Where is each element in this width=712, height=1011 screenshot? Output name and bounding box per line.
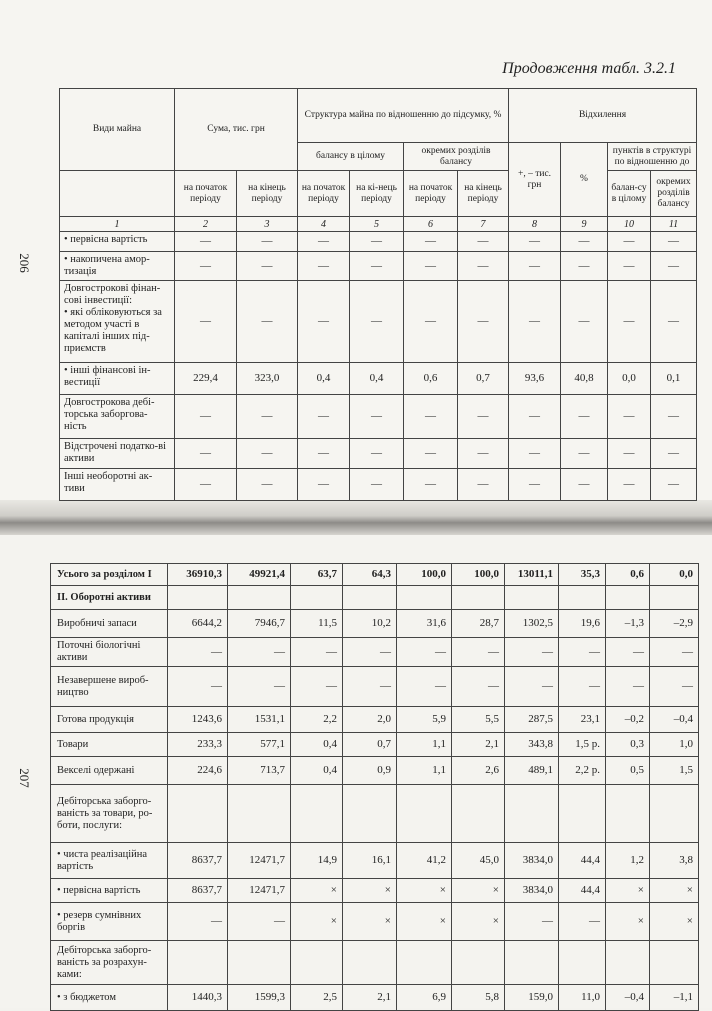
cell-value: 1,2 (606, 843, 650, 879)
cell-value: 2,0 (343, 707, 397, 733)
cell-value: — (561, 232, 608, 252)
cell-value: 44,4 (559, 843, 606, 879)
header-points-sections: окремих розділів балансу (651, 171, 697, 217)
table-row (60, 281, 697, 363)
cell-value: — (651, 252, 697, 281)
cell-value (505, 785, 559, 843)
cell-value: — (175, 232, 237, 252)
row-label: • чиста реалізаційна вартість (51, 843, 168, 879)
table-row (51, 903, 699, 941)
cell-value: 0,4 (291, 757, 343, 785)
cell-value: 44,4 (559, 879, 606, 903)
cell-value: — (228, 638, 291, 667)
row-label: Усього за розділом I (51, 564, 168, 586)
column-number: 9 (561, 217, 608, 232)
row-label: Готова продукція (51, 707, 168, 733)
cell-value: — (298, 281, 350, 363)
cell-value: — (291, 667, 343, 707)
cell-value: 3,8 (650, 843, 699, 879)
cell-value: 1599,3 (228, 985, 291, 1011)
row-label: Дебіторська заборго-ваність за товари, ро-боти, послуги: (51, 785, 168, 843)
cell-value: 0,4 (350, 363, 404, 395)
cell-value (606, 941, 650, 985)
cell-value: 93,6 (509, 363, 561, 395)
cell-value (452, 785, 505, 843)
cell-value: –1,1 (650, 985, 699, 1011)
table-row (51, 638, 699, 667)
cell-value: — (168, 667, 228, 707)
cell-value: 14,9 (291, 843, 343, 879)
row-label: • первісна вартість (51, 879, 168, 903)
cell-value: — (175, 281, 237, 363)
cell-value: 0,9 (343, 757, 397, 785)
cell-value (650, 785, 699, 843)
cell-value: 11,0 (559, 985, 606, 1011)
cell-value: — (298, 252, 350, 281)
cell-value: — (458, 439, 509, 469)
cell-value: — (404, 439, 458, 469)
cell-value: 233,3 (168, 733, 228, 757)
cell-value (168, 785, 228, 843)
cell-value: 0,0 (608, 363, 651, 395)
lower-table (50, 563, 699, 1011)
cell-value: × (291, 879, 343, 903)
cell-value: — (561, 395, 608, 439)
table-row (51, 586, 699, 610)
cell-value: 577,1 (228, 733, 291, 757)
cell-value: — (298, 395, 350, 439)
cell-value: –1,3 (606, 610, 650, 638)
cell-value: — (608, 439, 651, 469)
cell-value (650, 586, 699, 610)
cell-value: 1440,3 (168, 985, 228, 1011)
cell-value: 100,0 (397, 564, 452, 586)
cell-value: — (608, 252, 651, 281)
cell-value: — (404, 395, 458, 439)
cell-value: — (509, 469, 561, 501)
cell-value: 64,3 (343, 564, 397, 586)
cell-value: 2,1 (452, 733, 505, 757)
row-label: II. Оборотні активи (51, 586, 168, 610)
cell-value: 3834,0 (505, 843, 559, 879)
header-start-sections: на початок періоду (404, 171, 458, 217)
cell-value: 2,2 (291, 707, 343, 733)
cell-value: 229,4 (175, 363, 237, 395)
cell-value: — (509, 252, 561, 281)
cell-value: — (175, 439, 237, 469)
cell-value: — (651, 469, 697, 501)
column-number: 7 (458, 217, 509, 232)
upper-table (59, 88, 697, 501)
cell-value: — (350, 439, 404, 469)
header-start: на початок періоду (175, 171, 237, 217)
row-label: Поточні біологічні активи (51, 638, 168, 667)
row-label: • накопичена амор-тизація (60, 252, 175, 281)
cell-value: 0,4 (298, 363, 350, 395)
cell-value: 5,9 (397, 707, 452, 733)
table-row (51, 707, 699, 733)
cell-value: — (291, 638, 343, 667)
cell-value: 0,3 (606, 733, 650, 757)
cell-value (650, 941, 699, 985)
column-number: 8 (509, 217, 561, 232)
cell-value: — (559, 667, 606, 707)
row-label: Довгострокова дебі-торська заборгова-ність (60, 395, 175, 439)
cell-value: × (452, 879, 505, 903)
header-balance-sections: окремих розділів балансу (404, 143, 509, 171)
cell-value: 12471,7 (228, 879, 291, 903)
cell-value: 2,2 р. (559, 757, 606, 785)
cell-value: –0,2 (606, 707, 650, 733)
cell-value: 12471,7 (228, 843, 291, 879)
cell-value: — (237, 395, 298, 439)
cell-value: — (561, 281, 608, 363)
cell-value: — (608, 395, 651, 439)
table-row (60, 232, 697, 252)
cell-value: 41,2 (397, 843, 452, 879)
row-label: • з бюджетом (51, 985, 168, 1011)
cell-value: 1,5 р. (559, 733, 606, 757)
cell-value: 159,0 (505, 985, 559, 1011)
table-row (51, 785, 699, 843)
cell-value: — (458, 469, 509, 501)
cell-value: — (458, 281, 509, 363)
table-row (51, 985, 699, 1011)
cell-value: 13011,1 (505, 564, 559, 586)
header-deviation: Відхилення (509, 89, 697, 143)
cell-value: — (237, 232, 298, 252)
header-pct: % (561, 143, 608, 217)
cell-value: — (458, 252, 509, 281)
cell-value: — (404, 469, 458, 501)
cell-value: 1,0 (650, 733, 699, 757)
cell-value: — (458, 395, 509, 439)
cell-value: — (397, 638, 452, 667)
cell-value: — (651, 281, 697, 363)
cell-value: — (404, 252, 458, 281)
cell-value: — (608, 469, 651, 501)
cell-value: 31,6 (397, 610, 452, 638)
cell-value: — (298, 469, 350, 501)
cell-value: 5,5 (452, 707, 505, 733)
cell-value: 63,7 (291, 564, 343, 586)
cell-value: — (168, 638, 228, 667)
cell-value: 0,5 (606, 757, 650, 785)
cell-value: 1243,6 (168, 707, 228, 733)
cell-value: — (608, 281, 651, 363)
cell-value: 1,1 (397, 757, 452, 785)
cell-value (228, 941, 291, 985)
cell-value: 1,1 (397, 733, 452, 757)
row-label: • первісна вартість (60, 232, 175, 252)
cell-value: — (509, 281, 561, 363)
cell-value: 1531,1 (228, 707, 291, 733)
cell-value (505, 941, 559, 985)
cell-value: 5,8 (452, 985, 505, 1011)
table-caption: Продовження табл. 3.2.1 (502, 60, 676, 77)
cell-value: — (237, 439, 298, 469)
row-label: Дебіторська заборго-ваність за розрахун-ками: (51, 941, 168, 985)
column-number: 2 (175, 217, 237, 232)
cell-value: — (404, 281, 458, 363)
cell-value: — (651, 232, 697, 252)
row-label: • інші фінансові ін-вестиції (60, 363, 175, 395)
table-row (60, 439, 697, 469)
cell-value: 2,6 (452, 757, 505, 785)
cell-value: 0,7 (343, 733, 397, 757)
cell-value: 3834,0 (505, 879, 559, 903)
book-gutter (0, 500, 712, 535)
cell-value: — (237, 252, 298, 281)
cell-value: — (458, 232, 509, 252)
cell-value (343, 785, 397, 843)
cell-value: — (343, 638, 397, 667)
cell-value: — (350, 469, 404, 501)
cell-value: 0,0 (650, 564, 699, 586)
cell-value: 7946,7 (228, 610, 291, 638)
header-sum: Сума, тис. грн (175, 89, 298, 171)
cell-value: — (168, 903, 228, 941)
cell-value (559, 941, 606, 985)
cell-value: –0,4 (606, 985, 650, 1011)
row-label: Векселі одержані (51, 757, 168, 785)
cell-value (291, 586, 343, 610)
column-number: 6 (404, 217, 458, 232)
cell-value: 2,5 (291, 985, 343, 1011)
cell-value: — (298, 439, 350, 469)
table-row (51, 610, 699, 638)
row-label: • резерв сумнівних боргів (51, 903, 168, 941)
table-row (51, 733, 699, 757)
cell-value: × (452, 903, 505, 941)
cell-value: — (505, 638, 559, 667)
cell-value (343, 941, 397, 985)
cell-value: 100,0 (452, 564, 505, 586)
column-number: 5 (350, 217, 404, 232)
table-row (51, 667, 699, 707)
cell-value: 2,1 (343, 985, 397, 1011)
table-row (51, 757, 699, 785)
column-number-row (60, 217, 697, 232)
cell-value: × (397, 879, 452, 903)
cell-value: 224,6 (168, 757, 228, 785)
cell-value: 11,5 (291, 610, 343, 638)
cell-value: — (228, 667, 291, 707)
column-number: 10 (608, 217, 651, 232)
cell-value: — (509, 439, 561, 469)
header-points: пунктів в структурі по відношенню до (608, 143, 697, 171)
cell-value (606, 586, 650, 610)
cell-value (291, 941, 343, 985)
page-number-lower: 207 (16, 768, 32, 788)
cell-value: 8637,7 (168, 843, 228, 879)
cell-value: 40,8 (561, 363, 608, 395)
cell-value: × (650, 903, 699, 941)
cell-value: — (175, 395, 237, 439)
cell-value (452, 586, 505, 610)
cell-value: 19,6 (559, 610, 606, 638)
table-row (60, 363, 697, 395)
cell-value: — (350, 281, 404, 363)
cell-value: 0,6 (404, 363, 458, 395)
row-label: Незавершене вироб-ництво (51, 667, 168, 707)
row-label: Довгострокові фінан-сові інвестиції: • які обліковуються за методом участі в капіталі інших під-приємств (60, 281, 175, 363)
cell-value: 323,0 (237, 363, 298, 395)
row-label: Інші необоротні ак-тиви (60, 469, 175, 501)
cell-value: × (606, 879, 650, 903)
cell-value: — (505, 903, 559, 941)
cell-value: — (561, 439, 608, 469)
row-label: Виробничі запаси (51, 610, 168, 638)
row-label: Відстрочені податко-ві активи (60, 439, 175, 469)
cell-value: 0,6 (606, 564, 650, 586)
table-row (51, 879, 699, 903)
cell-value: — (650, 667, 699, 707)
cell-value: 10,2 (343, 610, 397, 638)
cell-value: 49921,4 (228, 564, 291, 586)
cell-value (397, 586, 452, 610)
table-row (60, 469, 697, 501)
cell-value: 287,5 (505, 707, 559, 733)
header-structure: Структура майна по відношенню до підсумку, % (298, 89, 509, 143)
cell-value: 36910,3 (168, 564, 228, 586)
cell-value: — (237, 469, 298, 501)
cell-value: — (404, 232, 458, 252)
column-number: 4 (298, 217, 350, 232)
cell-value: — (561, 252, 608, 281)
cell-value (228, 785, 291, 843)
header-start-total: на початок періоду (298, 171, 350, 217)
header-kind: Види майна (60, 89, 175, 171)
cell-value: — (559, 903, 606, 941)
cell-value (228, 586, 291, 610)
cell-value: –0,4 (650, 707, 699, 733)
table-row (51, 941, 699, 985)
table-row (51, 564, 699, 586)
cell-value (343, 586, 397, 610)
column-number: 1 (60, 217, 175, 232)
cell-value: — (350, 395, 404, 439)
cell-value: — (561, 469, 608, 501)
cell-value: — (298, 232, 350, 252)
cell-value: — (228, 903, 291, 941)
cell-value: 28,7 (452, 610, 505, 638)
cell-value: × (397, 903, 452, 941)
cell-value: — (505, 667, 559, 707)
cell-value: — (175, 252, 237, 281)
cell-value (559, 785, 606, 843)
cell-value: 713,7 (228, 757, 291, 785)
cell-value: 8637,7 (168, 879, 228, 903)
cell-value (397, 941, 452, 985)
cell-value: — (559, 638, 606, 667)
cell-value: 23,1 (559, 707, 606, 733)
cell-value: 1,5 (650, 757, 699, 785)
cell-value (452, 941, 505, 985)
cell-value: — (350, 252, 404, 281)
cell-value: × (606, 903, 650, 941)
cell-value: 0,1 (651, 363, 697, 395)
cell-value: — (509, 232, 561, 252)
column-number: 11 (651, 217, 697, 232)
cell-value: × (650, 879, 699, 903)
cell-value: — (606, 638, 650, 667)
cell-value: 0,4 (291, 733, 343, 757)
cell-value (168, 586, 228, 610)
row-label: Товари (51, 733, 168, 757)
cell-value: — (397, 667, 452, 707)
cell-value (559, 586, 606, 610)
cell-value: 1302,5 (505, 610, 559, 638)
cell-value: 6644,2 (168, 610, 228, 638)
cell-value (397, 785, 452, 843)
cell-value: 343,8 (505, 733, 559, 757)
cell-value: — (350, 232, 404, 252)
cell-value: — (606, 667, 650, 707)
cell-value: 35,3 (559, 564, 606, 586)
cell-value: — (175, 469, 237, 501)
cell-value: — (650, 638, 699, 667)
cell-value: 489,1 (505, 757, 559, 785)
cell-value: — (509, 395, 561, 439)
cell-value: 16,1 (343, 843, 397, 879)
cell-value: — (343, 667, 397, 707)
cell-value: — (237, 281, 298, 363)
table-row (60, 395, 697, 439)
cell-value (168, 941, 228, 985)
header-end-total: на кі-нець періоду (350, 171, 404, 217)
header-balance-total: балансу в цілому (298, 143, 404, 171)
column-number: 3 (237, 217, 298, 232)
table-row (51, 843, 699, 879)
cell-value: 6,9 (397, 985, 452, 1011)
cell-value: 0,7 (458, 363, 509, 395)
cell-value: × (291, 903, 343, 941)
cell-value (606, 785, 650, 843)
cell-value: — (651, 439, 697, 469)
cell-value (291, 785, 343, 843)
header-abs: +, – тис. грн (509, 143, 561, 217)
cell-value: — (452, 638, 505, 667)
cell-value (505, 586, 559, 610)
cell-value: 45,0 (452, 843, 505, 879)
header-end: на кінець періоду (237, 171, 298, 217)
cell-value: × (343, 903, 397, 941)
header-end-sections: на кінець періоду (458, 171, 509, 217)
cell-value: — (608, 232, 651, 252)
cell-value: — (452, 667, 505, 707)
table-row (60, 252, 697, 281)
cell-value: × (343, 879, 397, 903)
cell-value: –2,9 (650, 610, 699, 638)
header-points-balance: балан-су в цілому (608, 171, 651, 217)
page-number-upper: 206 (16, 253, 32, 273)
header-kind-blank (60, 171, 175, 217)
cell-value: — (651, 395, 697, 439)
